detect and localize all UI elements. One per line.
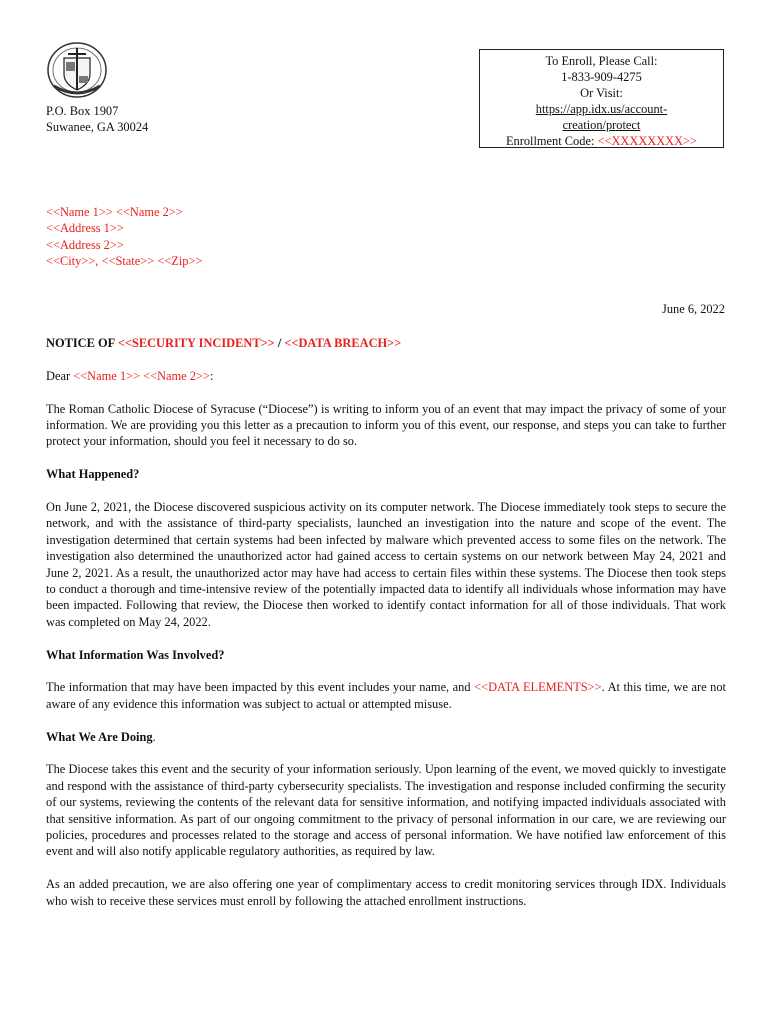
recipient-city-state-zip: <<City>>, <<State>> <<Zip>> — [46, 254, 203, 269]
letter-body — [46, 335, 726, 925]
what-doing-heading: What We Are Doing — [46, 729, 153, 744]
what-info-text-before: The information that may have been impacted by this event includes your name, and — [46, 680, 475, 695]
enrollment-code-label: Enrollment Code: — [505, 134, 598, 148]
what-info-heading: What Information Was Involved? — [46, 647, 225, 662]
enroll-phone: 1-833-909-4275 — [561, 70, 642, 84]
what-doing-heading-line — [46, 729, 726, 745]
recipient-address2: <<Address 2>> — [46, 237, 124, 252]
salutation-name: <<Name 1>> <<Name 2>> — [73, 368, 210, 383]
recipient-address — [46, 204, 202, 270]
enrollment-code-line — [480, 133, 723, 149]
what-happened-heading: What Happened? — [46, 467, 140, 482]
notice-prefix: NOTICE OF — [46, 336, 118, 350]
recipient-address1: <<Address 1>> — [46, 221, 124, 236]
notice-title — [46, 335, 726, 351]
enrollment-box — [479, 49, 724, 148]
enroll-visit-label: Or Visit: — [580, 86, 623, 100]
notice-var2: <<DATA BREACH>> — [284, 336, 402, 350]
return-address-line: P.O. Box 1907 — [46, 104, 119, 118]
enroll-url-line1[interactable]: https://app.idx.us/account- — [535, 102, 668, 116]
notice-sep: / — [274, 336, 285, 350]
salutation-prefix: Dear — [46, 368, 74, 383]
what-info-text-after: . At this time, we are not aware of any evidence this information was subject to actual or attempted misuse. — [46, 680, 726, 711]
notice-var1: <<SECURITY INCIDENT>> — [117, 336, 275, 350]
diocese-seal-icon — [44, 40, 110, 100]
enroll-call-label: To Enroll, Please Call: — [545, 54, 658, 68]
recipient-name: <<Name 1>> <<Name 2>> — [46, 205, 183, 219]
what-happened-paragraph: On June 2, 2021, the Diocese discovered suspicious activity on its computer network. The Diocese immediately took steps to secure the network, and with the assistance of third-party specialists, launched an investigation into the nature and scope of the event. The investigation determined that certain systems had been infected by malware which prevented access to some files on the network. The investigation also determined the unauthorized actor had gained access to certain systems on our network between May 24, 2021 and June 2, 2021. As a result, the unauthorized actor may have had access to certain files within these systems. The Diocese then took steps to conduct a thorough and time-intensive review of the potentially impacted data to identify all individuals whose information may have been impacted. Following that review, the Diocese then worked to identify contact information for all of those individuals. That work was completed on May 24, 2022. — [46, 500, 726, 629]
return-address-line: Suwanee, GA 30024 — [46, 120, 149, 134]
what-info-paragraph — [46, 679, 726, 712]
what-info-var: <<DATA ELEMENTS>> — [474, 680, 602, 695]
what-doing-paragraph: The Diocese takes this event and the security of your information seriously. Upon learning of the event, we moved quickly to investigate and respond with the assistance of third-party cybersecurity specialists. The investigation and response included confirming the security of our systems, reviewing the contents of the relevant data for sensitive information, and notifying impacted individuals associated with that sensitive information. As part of our ongoing commitment to the privacy of personal information in our care, we are reviewing our policies, procedures and processes related to the storage and access of personal information. We have notified law enforcement of this event and will also notify applicable regulatory authorities, as required by law. — [46, 762, 726, 859]
added-precaution-paragraph: As an added precaution, we are also offering one year of complimentary access to credit monitoring services through IDX. Individuals who wish to receive these services must enroll by following the attached enrollment instructions. — [46, 877, 726, 908]
return-address — [46, 103, 148, 135]
salutation-suffix: : — [209, 368, 214, 383]
enroll-url-line2[interactable]: creation/protect — [562, 118, 641, 132]
enroll-url[interactable] — [480, 101, 723, 133]
enrollment-code-value: <<XXXXXXXX>> — [597, 134, 698, 148]
letter-date: June 6, 2022 — [662, 302, 725, 316]
salutation — [46, 368, 726, 384]
what-doing-heading-suffix: . — [152, 729, 156, 744]
intro-paragraph: The Roman Catholic Diocese of Syracuse (“Diocese”) is writing to inform you of an event that may impact the privacy of some of your information. We are providing you this letter as a precaution to inform you of this event, our response, and steps you can take to further protect your information, should you feel it necessary to do so. — [46, 401, 726, 449]
